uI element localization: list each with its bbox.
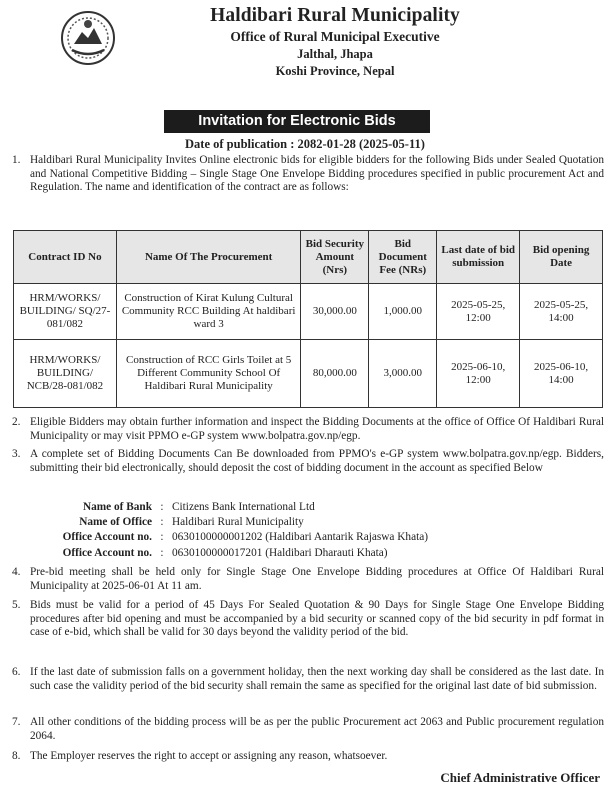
table-header: Contract ID No [14, 231, 117, 284]
paragraph-text: Bids must be valid for a period of 45 Days For Sealed Quotation & 90 Days for Single Stage One Envelope Bidding procedures after bid opening and must be accompanied by a bid security or scanned copy of the bid security in pdf format in case of e-bid, which shall be valid for 30 days beyond the validity period of the bid. [30, 599, 604, 639]
paragraph-3 [12, 448, 604, 475]
bank-label: Office Account no. [62, 531, 152, 544]
table-cell: 2025-06-10, 12:00 [437, 340, 520, 408]
table-header: Bid Document Fee (NRs) [369, 231, 437, 284]
table-cell: 2025-05-25, 14:00 [520, 284, 603, 340]
paragraph-number: 3. [12, 448, 21, 460]
bank-value: 0630100000017201 (Haldibari Dharauti Khata) [172, 546, 388, 559]
table-cell: HRM/WORKS/ BUILDING/ SQ/27-081/082 [14, 284, 117, 340]
bank-label: Office Account no. [62, 546, 152, 559]
location: Jalthal, Jhapa [297, 47, 373, 61]
table-header: Name Of The Procurement [116, 231, 301, 284]
publication-date: Date of publication : 2082-01-28 (2025-05-11) [185, 137, 425, 151]
paragraph-5 [12, 599, 604, 640]
paragraph-7 [12, 716, 604, 743]
bank-value: Haldibari Rural Municipality [172, 516, 304, 529]
paragraph-number: 2. [12, 416, 21, 428]
bank-separator: : [160, 516, 164, 529]
header-text [120, 4, 550, 80]
signature-title: Chief Administrative Officer [440, 770, 600, 785]
bank-row [40, 530, 428, 545]
paragraph-text: The Employer reserves the right to accept or assigning any reason, whatsoever. [30, 750, 388, 762]
table-header: Last date of bid submission [437, 231, 520, 284]
paragraph-number: 7. [12, 716, 21, 728]
paragraph-number: 4. [12, 566, 21, 578]
table-cell: 30,000.00 [301, 284, 369, 340]
paragraph-text: Pre-bid meeting shall be held only for Single Stage One Envelope Bidding procedures at Office Of Haldibari Rural Municipality at 2025-06-01 At 11 am. [30, 566, 604, 592]
bank-separator: : [160, 531, 164, 544]
bank-separator: : [160, 501, 164, 513]
table-header: Bid Security Amount (Nrs) [301, 231, 369, 284]
paragraph-4 [12, 566, 604, 593]
paragraph-8 [12, 750, 604, 764]
table-cell: Construction of RCC Girls Toilet at 5 Different Community School Of Haldibari Rural Municipality [116, 340, 301, 408]
paragraph-1 [12, 154, 604, 195]
province: Koshi Province, Nepal [275, 64, 395, 78]
bank-value: Citizens Bank International Ltd [172, 501, 315, 513]
paragraph-6 [12, 666, 604, 693]
paragraph-number: 8. [12, 750, 21, 762]
table-header-row [14, 231, 603, 284]
bank-details [40, 500, 428, 561]
header [0, 4, 614, 96]
table-cell: 1,000.00 [369, 284, 437, 340]
paragraph-text: A complete set of Bidding Documents Can Be downloaded from PPMO's e-GP system www.bolpatra.gov.np/egp. Bidders, submitting their bid electronically, should deposit the cost of bidding document in the account as specified Below [30, 448, 604, 474]
table-cell: HRM/WORKS/ BUILDING/ NCB/28-081/082 [14, 340, 117, 408]
municipality-name: Haldibari Rural Municipality [210, 5, 460, 26]
paragraph-text: Eligible Bidders may obtain further information and inspect the Bidding Documents at the office of Office Of Haldibari Rural Municipality or may visit PPMO e-GP system www.bolpatra.gov.np/egp. [30, 416, 604, 442]
nepal-emblem-icon [60, 10, 116, 66]
table-cell: Construction of Kirat Kulung Cultural Community RCC Building At haldibari ward 3 [116, 284, 301, 340]
table-cell: 3,000.00 [369, 340, 437, 408]
paragraph-number: 6. [12, 666, 21, 678]
contracts-table [13, 230, 603, 408]
table-cell: 2025-05-25, 12:00 [437, 284, 520, 340]
table-row [14, 340, 603, 408]
bank-row [40, 500, 428, 515]
paragraph-text: If the last date of submission falls on a government holiday, then the next working day shall be considered as the last date. In such case the validity period of the bid security shall remain the same as specified for the original last date of bid submission. [30, 666, 604, 692]
paragraph-text: Haldibari Rural Municipality Invites Online electronic bids for eligible bidders for the following Bids under Sealed Quotation and National Competitive Bidding – Single Stage One Envelope Bidding procedures specified in public procurement Act and Regulation. The name and identification of the contract are as follows: [30, 154, 604, 194]
bank-separator: : [160, 546, 164, 559]
bank-row [40, 546, 428, 561]
table-row [14, 284, 603, 340]
paragraph-number: 5. [12, 599, 21, 611]
notice-title-banner: Invitation for Electronic Bids [164, 110, 430, 133]
office-name: Office of Rural Municipal Executive [230, 29, 440, 44]
table-header: Bid opening Date [520, 231, 603, 284]
table-cell: 80,000.00 [301, 340, 369, 408]
bank-label: Name of Bank [82, 501, 152, 513]
paragraph-2 [12, 416, 604, 443]
paragraph-text: All other conditions of the bidding process will be as per the public Procurement act 2063 and Public procurement regulation 2064. [30, 716, 604, 742]
table-cell: 2025-06-10, 14:00 [520, 340, 603, 408]
bank-value: 0630100000001202 (Haldibari Aantarik Rajaswa Khata) [172, 531, 428, 544]
bank-row [40, 515, 428, 530]
paragraph-number: 1. [12, 154, 21, 166]
bank-label: Name of Office [79, 516, 152, 529]
